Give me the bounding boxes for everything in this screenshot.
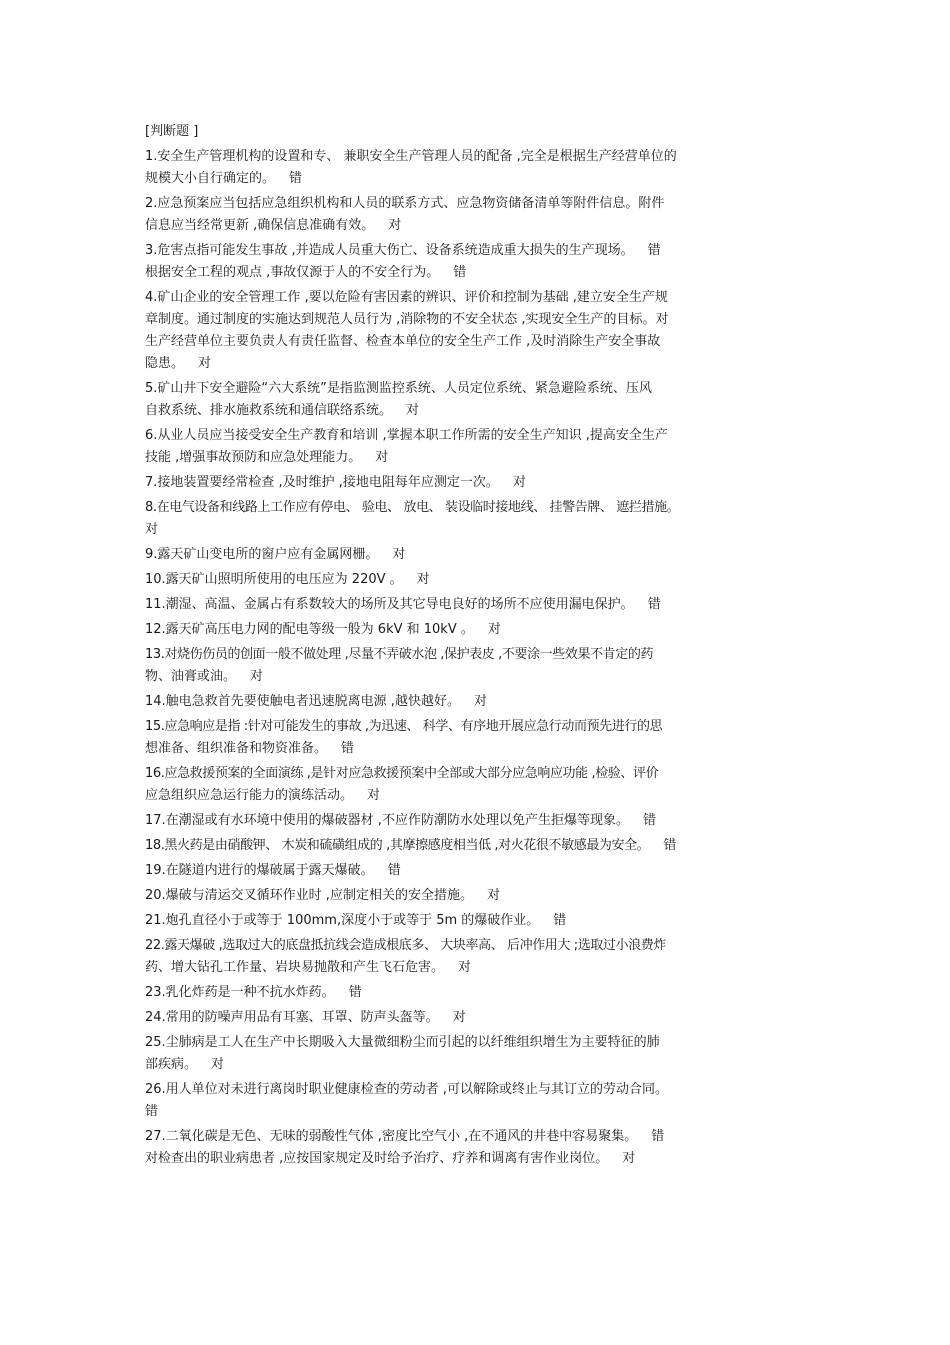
question-text-line (145, 885, 817, 907)
question-text-line (145, 168, 817, 190)
question-text-line (145, 910, 817, 932)
answer-label: 对 (392, 547, 406, 562)
question-text-line (145, 835, 817, 857)
answer-label: 对 (458, 960, 472, 975)
answer-label: 错 (642, 813, 656, 828)
answer-label: 对 (406, 403, 420, 418)
question-text-line (145, 472, 817, 494)
question-item (145, 594, 817, 616)
answer-label: 对 (452, 1010, 466, 1025)
answer-label: 错 (387, 863, 401, 878)
question-text-line (145, 519, 817, 541)
question-text: 23.乳化炸药是一种不抗水炸药。 (145, 985, 335, 1000)
question-text-line (145, 240, 817, 262)
question-text-line (145, 619, 817, 641)
question-item (145, 544, 817, 566)
question-item (145, 885, 817, 907)
question-item (145, 1032, 817, 1076)
answer-label: 对 (388, 218, 402, 233)
question-item (145, 287, 817, 375)
question-text: 18.黑火药是由硝酸钾、 木炭和硫磺组成的 ,其摩擦感度相当低 ,对火花很不敏感最为安全。 (145, 838, 650, 853)
question-text-line (145, 1079, 817, 1101)
question-text: 20.爆破与清运交叉循环作业时 ,应制定相关的安全措施。 (145, 888, 473, 903)
question-text: 生产经营单位主要负责人有责任监督、检查本单位的安全生产工作 ,及时消除生产安全事故 (145, 334, 661, 349)
question-text: 应急组织应急运行能力的演练活动。 (145, 788, 354, 803)
question-text: 2.应急预案应当包括应急组织机构和人员的联系方式、应急物资储备清单等附件信息。附件 (145, 196, 665, 211)
question-item (145, 1007, 817, 1029)
question-item (145, 910, 817, 932)
question-text: 4.矿山企业的安全管理工作 ,要以危险有害因素的辨识、评价和控制为基础 ,建立安全生产规 (145, 290, 668, 305)
answer-label: 对 (486, 888, 500, 903)
question-item (145, 193, 817, 237)
question-text: 25.尘肺病是工人在生产中长期吸入大量微细粉尘而引起的以纤维组织增生为主要特征的肺 (145, 1035, 660, 1050)
section-heading: [判断题 ] (145, 124, 199, 139)
question-text-line (145, 447, 817, 469)
question-text: 5.矿山井下安全避险“六大系统”是指监测监控系统、人员定位系统、紧急避险系统、压风 (145, 381, 652, 396)
question-text-line (145, 425, 817, 447)
question-text: 26.用人单位对未进行离岗时职业健康检查的劳动者 ,可以解除或终止与其订立的劳动合同。 (145, 1082, 668, 1097)
question-text: 6.从业人员应当接受安全生产教育和培训 ,掌握本职工作所需的安全生产知识 ,提高安全生产 (145, 428, 668, 443)
answer-label: 错 (663, 838, 676, 853)
question-text-line (145, 594, 817, 616)
answer-label: 对 (375, 450, 389, 465)
question-text: 物、油膏或油。 (145, 669, 237, 684)
answer-label: 错 (289, 171, 303, 186)
question-text-line (145, 331, 817, 353)
question-text: 自救系统、排水施救系统和通信联络系统。 (145, 403, 393, 418)
answer-label: 对 (211, 1057, 225, 1072)
question-text-line (145, 544, 817, 566)
answer-label: 对 (367, 788, 381, 803)
question-text: 10.露天矿山照明所使用的电压应为 220V 。 (145, 572, 403, 587)
question-text-line (145, 262, 817, 284)
answer-label: 对 (487, 622, 501, 637)
question-text-line (145, 716, 817, 738)
answer-label: 对 (622, 1151, 636, 1166)
question-text-line (145, 193, 817, 215)
question-text: 14.触电急救首先要使触电者迅速脱离电源 ,越快越好。 (145, 694, 460, 709)
question-text: 3.危害点指可能发生事故 ,并造成人员重大伤亡、设备系统造成重大损失的生产现场。 (145, 243, 634, 258)
question-text-line (145, 309, 817, 331)
question-text-line (145, 1148, 817, 1170)
answer-label: 对 (416, 572, 430, 587)
answer-label: 对 (250, 669, 264, 684)
question-text: 9.露天矿山变电所的窗户应有金属网栅。 (145, 547, 379, 562)
question-text: 对检查出的职业病患者 ,应按国家规定及时给予治疗、疗养和调离有害作业岗位。 (145, 1151, 609, 1166)
question-item (145, 1126, 817, 1170)
question-text: 对 (145, 522, 159, 537)
question-text-line (145, 1126, 817, 1148)
answer-label: 错 (341, 741, 355, 756)
question-text-line (145, 215, 817, 237)
question-text-line (145, 644, 817, 666)
question-text-line (145, 738, 817, 760)
question-text-line (145, 810, 817, 832)
question-text-line (145, 1007, 817, 1029)
question-item (145, 619, 817, 641)
answer-label: 对 (473, 694, 487, 709)
question-item (145, 425, 817, 469)
question-text: 24.常用的防噪声用品有耳塞、耳罩、防声头盔等。 (145, 1010, 439, 1025)
answer-label: 错 (647, 597, 661, 612)
question-item (145, 860, 817, 882)
question-item (145, 146, 817, 190)
question-text: 8.在电气设备和线路上工作应有停电、 验电、 放电、 装设临时接地线、 挂警告牌、 遮拦措施。 (145, 500, 680, 515)
answer-label: 错 (453, 265, 467, 280)
question-text: 隐患。 (145, 356, 185, 371)
question-text-line (145, 569, 817, 591)
question-text: 15.应急响应是指 :针对可能发生的事故 ,为迅速、 科学、有序地开展应急行动而预先进行的思 (145, 719, 663, 734)
question-item (145, 982, 817, 1004)
question-item (145, 835, 817, 857)
answer-label: 错 (553, 913, 567, 928)
items-container (145, 146, 817, 1170)
question-text-line (145, 763, 817, 785)
answer-label: 错 (647, 243, 661, 258)
question-text-line (145, 785, 817, 807)
question-text-line (145, 1101, 817, 1123)
question-text-line (145, 957, 817, 979)
question-text: 19.在隧道内进行的爆破属于露天爆破。 (145, 863, 374, 878)
question-text-line (145, 400, 817, 422)
question-text: 17.在潮湿或有水环境中使用的爆破器材 ,不应作防潮防水处理以免产生拒爆等现象。 (145, 813, 629, 828)
question-item (145, 378, 817, 422)
question-text: 技能 ,增强事故预防和应急处理能力。 (145, 450, 362, 465)
answer-label: 错 (651, 1129, 665, 1144)
answer-label: 错 (348, 985, 362, 1000)
question-text: 1.安全生产管理机构的设置和专、 兼职安全生产管理人员的配备 ,完全是根据生产经营单位的 (145, 149, 677, 164)
question-text: 根据安全工程的观点 ,事故仅源于人的不安全行为。 (145, 265, 440, 280)
question-text: 27.二氧化碳是无色、无味的弱酸性气体 ,密度比空气小 ,在不通风的井巷中容易聚集。 (145, 1129, 638, 1144)
question-text-line (145, 691, 817, 713)
question-text: 规模大小自行确定的。 (145, 171, 276, 186)
question-text: 错 (145, 1104, 159, 1119)
question-item (145, 497, 817, 541)
question-text: 7.接地装置要经常检查 ,及时维护 ,接地电阻每年应测定一次。 (145, 475, 499, 490)
question-text: 想准备、组织准备和物资准备。 (145, 741, 328, 756)
question-item (145, 935, 817, 979)
question-text-line (145, 666, 817, 688)
question-text-line (145, 287, 817, 309)
question-text: 21.炮孔直径小于或等于 100mm,深度小于或等于 5m 的爆破作业。 (145, 913, 540, 928)
question-item (145, 569, 817, 591)
question-item (145, 691, 817, 713)
question-item (145, 763, 817, 807)
question-item (145, 810, 817, 832)
question-text: 22.露天爆破 ,选取过大的底盘抵抗线会造成根底多、 大块率高、 后冲作用大 ;选取过小浪费炸 (145, 938, 666, 953)
question-text-line (145, 860, 817, 882)
question-text: 药、增大钻孔工作量、岩块易抛散和产生飞石危害。 (145, 960, 445, 975)
question-text-line (145, 497, 817, 519)
answer-label: 对 (512, 475, 526, 490)
question-text-line (145, 1054, 817, 1076)
question-text-line (145, 146, 817, 168)
question-text-line (145, 982, 817, 1004)
question-list (145, 121, 817, 1173)
question-item (145, 472, 817, 494)
question-text: 部疾病。 (145, 1057, 198, 1072)
question-text-line (145, 935, 817, 957)
question-text-line (145, 378, 817, 400)
question-text: 13.对烧伤伤员的创面一般不做处理 ,尽量不弄破水泡 ,保护表皮 ,不要涂一些效果不肯定的药 (145, 647, 654, 662)
question-text: 12.露天矿高压电力网的配电等级一般为 6kV 和 10kV 。 (145, 622, 474, 637)
question-text: 章制度。通过制度的实施达到规范人员行为 ,消除物的不安全状态 ,实现安全生产的目标。对 (145, 312, 669, 327)
question-text-line (145, 1032, 817, 1054)
question-text: 信息应当经常更新 ,确保信息准确有效。 (145, 218, 375, 233)
question-item (145, 716, 817, 760)
question-text: 11.潮湿、高温、金属占有系数较大的场所及其它导电良好的场所不应使用漏电保护。 (145, 597, 634, 612)
answer-label: 对 (198, 356, 212, 371)
question-text: 16.应急救援预案的全面演练 ,是针对应急救援预案中全部或大部分应急响应功能 ,检验、评价 (145, 766, 659, 781)
question-item (145, 240, 817, 284)
question-item (145, 644, 817, 688)
question-item (145, 1079, 817, 1123)
question-text-line (145, 353, 817, 375)
